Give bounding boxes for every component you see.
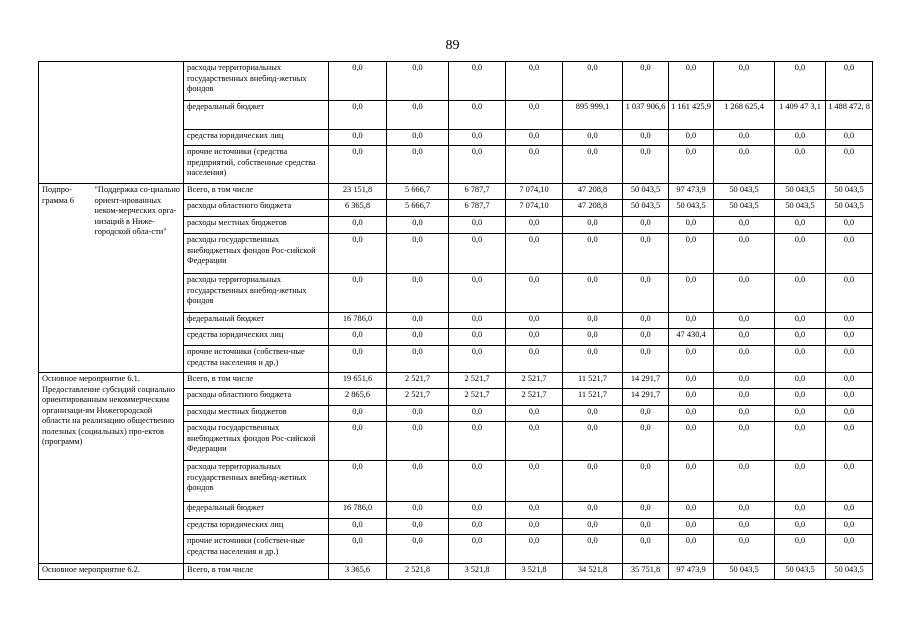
value-cell: 0,0 [329,519,387,535]
value-cell: 0,0 [775,502,826,519]
funding-source-cell: прочие источники (собствен-ные средства населения и др.) [184,346,329,373]
value-cell: 0,0 [775,519,826,535]
value-cell: 1 409 47 3,1 [775,101,826,130]
funding-source-cell: средства юридических лиц [184,130,329,146]
funding-source-cell: средства юридических лиц [184,519,329,535]
subprogram-label: Подпро-грамма 6 [39,184,92,373]
value-cell: 0,0 [387,313,449,329]
value-cell: 97 473,9 [669,184,714,200]
value-cell: 7 074,10 [506,200,563,217]
value-cell: 0,0 [714,274,775,313]
value-cell: 0,0 [714,313,775,329]
value-cell: 3 521,8 [506,564,563,580]
value-cell: 0,0 [563,146,623,184]
value-cell: 0,0 [775,406,826,422]
value-cell: 6 787,7 [449,200,506,217]
value-cell: 0,0 [775,346,826,373]
value-cell: 0,0 [387,535,449,564]
value-cell: 50 043,5 [775,184,826,200]
value-cell: 0,0 [669,313,714,329]
value-cell: 895 999,1 [563,101,623,130]
value-cell: 0,0 [623,313,669,329]
value-cell: 2 521,8 [387,564,449,580]
value-cell: 0,0 [563,234,623,274]
value-cell: 0,0 [826,313,873,329]
value-cell: 6 365,8 [329,200,387,217]
value-cell: 0,0 [669,130,714,146]
value-cell: 47 208,8 [563,184,623,200]
value-cell: 35 751,8 [623,564,669,580]
value-cell: 16 786,0 [329,313,387,329]
value-cell: 0,0 [387,101,449,130]
value-cell: 0,0 [714,130,775,146]
value-cell: 0,0 [669,535,714,564]
funding-source-cell: федеральный бюджет [184,502,329,519]
value-cell: 0,0 [775,461,826,502]
value-cell: 2 865,6 [329,389,387,406]
value-cell: 0,0 [826,389,873,406]
value-cell: 0,0 [563,346,623,373]
value-cell: 0,0 [826,130,873,146]
value-cell: 0,0 [714,389,775,406]
value-cell: 0,0 [826,373,873,389]
value-cell: 0,0 [506,422,563,461]
value-cell: 0,0 [623,234,669,274]
value-cell: 14 291,7 [623,389,669,406]
value-cell: 0,0 [775,146,826,184]
value-cell: 0,0 [563,313,623,329]
value-cell: 0,0 [669,373,714,389]
funding-source-cell: расходы территориальных государственных внебюд-жетных фондов [184,461,329,502]
value-cell: 0,0 [623,62,669,101]
value-cell: 0,0 [775,329,826,346]
value-cell: 0,0 [714,217,775,234]
value-cell: 0,0 [563,62,623,101]
value-cell: 0,0 [506,130,563,146]
value-cell: 50 043,5 [826,184,873,200]
value-cell: 97 473,9 [669,564,714,580]
value-cell: 0,0 [775,274,826,313]
value-cell: 0,0 [669,461,714,502]
value-cell: 0,0 [826,62,873,101]
value-cell: 0,0 [775,234,826,274]
value-cell: 0,0 [826,146,873,184]
value-cell: 0,0 [623,130,669,146]
value-cell: 0,0 [563,502,623,519]
funding-source-cell: расходы государственных внебюджетных фондов Рос-сийской Федерации [184,234,329,274]
value-cell: 0,0 [329,130,387,146]
value-cell: 50 043,5 [826,564,873,580]
value-cell: 34 521,8 [563,564,623,580]
value-cell: 0,0 [506,146,563,184]
value-cell: 50 043,5 [826,200,873,217]
value-cell: 0,0 [775,389,826,406]
funding-source-cell: Всего, в том числе [184,564,329,580]
value-cell: 2 521,7 [387,373,449,389]
value-cell: 50 043,5 [669,200,714,217]
value-cell: 0,0 [449,519,506,535]
value-cell: 7 074,10 [506,184,563,200]
value-cell: 0,0 [329,234,387,274]
funding-source-cell: средства юридических лиц [184,329,329,346]
value-cell: 0,0 [714,461,775,502]
value-cell: 0,0 [449,461,506,502]
value-cell: 0,0 [563,461,623,502]
value-cell: 0,0 [826,217,873,234]
value-cell: 0,0 [669,274,714,313]
value-cell: 0,0 [506,519,563,535]
value-cell: 1 037 906,6 [623,101,669,130]
value-cell: 0,0 [563,535,623,564]
value-cell: 5 666,7 [387,200,449,217]
value-cell: 0,0 [387,217,449,234]
funding-source-cell: расходы областного бюджета [184,389,329,406]
value-cell: 0,0 [387,519,449,535]
funding-source-cell: прочие источники (средства предприятий, собственные средства населения) [184,146,329,184]
value-cell: 0,0 [714,406,775,422]
value-cell: 0,0 [449,274,506,313]
value-cell: 0,0 [669,146,714,184]
value-cell: 0,0 [623,502,669,519]
value-cell: 50 043,5 [714,200,775,217]
value-cell: 0,0 [623,146,669,184]
value-cell: 2 521,7 [449,389,506,406]
value-cell: 0,0 [329,346,387,373]
value-cell: 50 043,5 [775,200,826,217]
value-cell: 0,0 [669,502,714,519]
funding-source-cell: расходы территориальных государственных внебюд-жетных фондов [184,274,329,313]
value-cell: 0,0 [387,461,449,502]
value-cell: 0,0 [506,101,563,130]
value-cell: 50 043,5 [714,564,775,580]
value-cell: 3 521,8 [449,564,506,580]
value-cell: 3 365,6 [329,564,387,580]
value-cell: 2 521,7 [449,373,506,389]
value-cell: 0,0 [387,130,449,146]
value-cell: 0,0 [387,502,449,519]
value-cell: 0,0 [563,217,623,234]
value-cell: 0,0 [449,422,506,461]
value-cell: 0,0 [506,62,563,101]
value-cell: 0,0 [387,146,449,184]
value-cell: 0,0 [506,234,563,274]
value-cell: 0,0 [669,234,714,274]
value-cell: 0,0 [775,313,826,329]
value-cell: 0,0 [714,329,775,346]
value-cell: 0,0 [329,101,387,130]
funding-source-cell: федеральный бюджет [184,313,329,329]
value-cell: 0,0 [826,346,873,373]
value-cell: 0,0 [669,62,714,101]
value-cell: 5 666,7 [387,184,449,200]
value-cell: 0,0 [714,502,775,519]
value-cell: 0,0 [329,422,387,461]
value-cell: 1 268 625,4 [714,101,775,130]
value-cell: 0,0 [669,422,714,461]
subprogram-title: "Поддержка со-циально ориент-ированных неком-мерческих орга-низаций в Ниже-городской обла-сти" [92,184,184,373]
value-cell: 0,0 [329,62,387,101]
table-row [39,564,873,580]
value-cell: 19 651,6 [329,373,387,389]
value-cell: 0,0 [826,519,873,535]
value-cell: 0,0 [714,373,775,389]
value-cell: 0,0 [449,346,506,373]
funding-source-cell: расходы местных бюджетов [184,217,329,234]
value-cell: 0,0 [714,62,775,101]
value-cell: 0,0 [387,62,449,101]
value-cell: 0,0 [714,346,775,373]
table-row [39,62,873,101]
value-cell: 0,0 [329,461,387,502]
value-cell: 0,0 [714,234,775,274]
value-cell: 0,0 [449,62,506,101]
activity-title: Основное мероприятие 6.2. [39,564,184,580]
funding-source-cell: прочие источники (собствен-ные средства населения и др.) [184,535,329,564]
value-cell: 0,0 [449,217,506,234]
value-cell: 0,0 [669,217,714,234]
value-cell: 0,0 [563,130,623,146]
value-cell: 0,0 [714,519,775,535]
value-cell: 0,0 [623,461,669,502]
value-cell: 0,0 [775,62,826,101]
value-cell: 0,0 [449,234,506,274]
value-cell: 23 151,8 [329,184,387,200]
value-cell: 0,0 [329,535,387,564]
funding-source-cell: расходы местных бюджетов [184,406,329,422]
value-cell: 0,0 [387,274,449,313]
value-cell: 47 430,4 [669,329,714,346]
value-cell: 0,0 [623,329,669,346]
value-cell: 0,0 [623,406,669,422]
value-cell: 6 787,7 [449,184,506,200]
value-cell: 0,0 [506,313,563,329]
value-cell: 0,0 [449,146,506,184]
value-cell: 0,0 [775,217,826,234]
value-cell: 0,0 [449,502,506,519]
table-row [39,373,873,389]
value-cell: 0,0 [506,274,563,313]
value-cell: 47 208,8 [563,200,623,217]
value-cell: 50 043,5 [623,200,669,217]
value-cell: 0,0 [714,146,775,184]
value-cell: 0,0 [329,146,387,184]
funding-source-cell: федеральный бюджет [184,101,329,130]
value-cell: 0,0 [775,130,826,146]
value-cell: 0,0 [826,535,873,564]
value-cell: 0,0 [826,274,873,313]
value-cell: 14 291,7 [623,373,669,389]
value-cell: 1 161 425,9 [669,101,714,130]
budget-table [38,61,873,580]
value-cell: 0,0 [387,406,449,422]
activity-title: Основное мероприятие 6.1. Предоставление субсидий социально ориентированным некоммерческим организаци-ям Нижегородской области на реализацию общественно полезных (социальных) про-ектов (программ) [39,373,184,564]
value-cell: 0,0 [329,217,387,234]
value-cell: 0,0 [387,234,449,274]
value-cell: 2 521,7 [387,389,449,406]
value-cell: 0,0 [623,535,669,564]
value-cell: 0,0 [329,329,387,346]
value-cell: 0,0 [775,373,826,389]
value-cell: 0,0 [669,406,714,422]
funding-source-cell: Всего, в том числе [184,184,329,200]
value-cell: 11 521,7 [563,373,623,389]
value-cell: 0,0 [506,406,563,422]
value-cell: 50 043,5 [623,184,669,200]
value-cell: 0,0 [387,346,449,373]
value-cell: 0,0 [449,535,506,564]
value-cell: 0,0 [449,313,506,329]
value-cell: 0,0 [669,519,714,535]
value-cell: 0,0 [775,422,826,461]
value-cell: 50 043,5 [775,564,826,580]
value-cell: 0,0 [826,329,873,346]
value-cell: 0,0 [506,535,563,564]
value-cell: 0,0 [563,422,623,461]
value-cell: 0,0 [449,406,506,422]
funding-source-cell: расходы государственных внебюджетных фондов Рос-сийской Федерации [184,422,329,461]
value-cell: 0,0 [449,130,506,146]
value-cell: 0,0 [563,329,623,346]
funding-source-cell: Всего, в том числе [184,373,329,389]
value-cell: 0,0 [714,422,775,461]
value-cell: 0,0 [563,519,623,535]
value-cell: 0,0 [669,389,714,406]
value-cell: 0,0 [506,346,563,373]
value-cell: 0,0 [826,502,873,519]
value-cell: 16 786,0 [329,502,387,519]
table-cell [39,62,184,184]
value-cell: 1 488 472, 8 [826,101,873,130]
table-row [39,184,873,200]
value-cell: 0,0 [387,329,449,346]
value-cell: 0,0 [506,217,563,234]
value-cell: 0,0 [449,101,506,130]
value-cell: 50 043,5 [714,184,775,200]
funding-source-cell: расходы областного бюджета [184,200,329,217]
funding-source-cell: расходы территориальных государственных внебюд-жетных фондов [184,62,329,101]
value-cell: 0,0 [826,461,873,502]
value-cell: 0,0 [826,406,873,422]
value-cell: 2 521,7 [506,373,563,389]
value-cell: 0,0 [387,422,449,461]
page-number: 89 [445,38,460,53]
value-cell: 0,0 [714,535,775,564]
value-cell: 0,0 [623,519,669,535]
value-cell: 0,0 [623,422,669,461]
value-cell: 0,0 [506,461,563,502]
value-cell: 0,0 [506,329,563,346]
value-cell: 0,0 [329,406,387,422]
value-cell: 0,0 [669,346,714,373]
value-cell: 0,0 [623,346,669,373]
value-cell: 0,0 [623,217,669,234]
value-cell: 0,0 [506,502,563,519]
value-cell: 0,0 [826,422,873,461]
value-cell: 0,0 [623,274,669,313]
value-cell: 2 521,7 [506,389,563,406]
value-cell: 0,0 [449,329,506,346]
value-cell: 0,0 [563,406,623,422]
value-cell: 11 521,7 [563,389,623,406]
value-cell: 0,0 [329,274,387,313]
value-cell: 0,0 [775,535,826,564]
value-cell: 0,0 [563,274,623,313]
value-cell: 0,0 [826,234,873,274]
